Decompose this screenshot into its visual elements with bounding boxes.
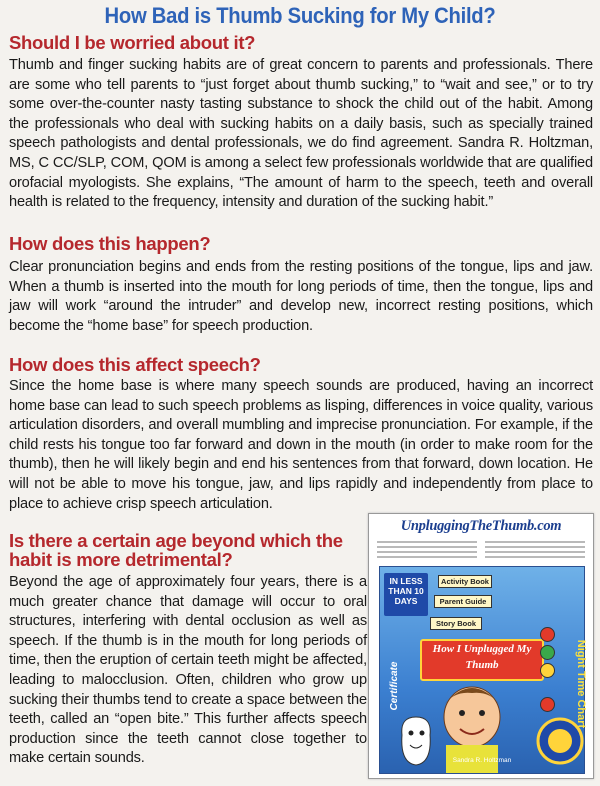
paragraph-affect-speech: Since the home base is where many speech sounds are produced, having an incorrect home base can lead to such speech problems as lisping, differences in voice quality, various articulation disorders, and overall mumbling and imprecise pronunciation. For example, if the child rests his tongue too far forward and down in the mouth (in order to make room for the thumb), then he will likely begin and end his sentences from that forward, down location. He will not be able to move his tongue, jaw, and lips rapidly and independently from place to place to achieve crisp speech articulation.	[9, 378, 593, 512]
heading-worried: Should I be worried about it?	[9, 32, 256, 53]
seal-stamp-icon	[536, 717, 584, 765]
tag-story-book: Story Book	[430, 617, 482, 630]
product-artwork	[379, 566, 585, 774]
paragraph-how-happen: Clear pronunciation begins and ends from the resting positions of the tongue, lips and jaw. When a thumb is inserted into the mouth for long periods of time, then the tongue, lips and jaw will work “around the intruder” and develop new, incorrect resting positions, which become the “home base” for speech production.	[9, 259, 593, 334]
page-title: How Bad is Thumb Sucking for My Child?	[104, 3, 496, 28]
heading-certain-age: Is there a certain age beyond which the habit is more detrimental?	[9, 530, 343, 570]
product-badge: IN LESS THAN 10 DAYS	[384, 573, 428, 616]
chart-sticker-icon	[540, 627, 555, 642]
product-box-image	[368, 513, 594, 779]
tag-activity-book: Activity Book	[438, 575, 492, 588]
certificate-label: Certificate	[389, 661, 400, 711]
night-time-chart-label: Night Time Chart	[575, 639, 587, 729]
paragraph-worried: Thumb and finger sucking habits are of great concern to parents and professionals. There are some who tell parents to “just forget about thumb sucking,” to “wait and see,” or to try some over-the-counter nasty tasting substance to shock the child out of the habit. Among the professionals who deal with sucking habits on a daily basis, such as specially trained speech pathologists and dental professionals, we do find agreement. Sandra R. Holtzman, MS, C CC/SLP, COM, QOM is among a select few professionals worldwide that are qualified orofacial myologists. She explains, “The amount of harm to the speech, teeth and overall health is related to the frequency, intensity and duration of the sucking habit.”	[9, 57, 593, 211]
product-blurb-es	[485, 538, 585, 564]
heading-affect-speech: How does this affect speech?	[9, 354, 261, 375]
paragraph-certain-age: Beyond the age of approximately four years, there is a much greater chance that damage will occur to oral structures, interfering with dental occlusion as well as speech. If the thumb is in the mouth for long periods of time, then the eruption of certain teeth might be affected, leading to malocclusion. Often, children who grow up sucking their thumbs tend to create a space between the teeth, called an “open bite.” This further affects speech production since the teeth cannot close together to make certain sounds.	[9, 574, 367, 767]
product-author: Sandra R. Holtzman	[452, 757, 512, 764]
product-blurb-en	[377, 538, 477, 564]
chart-sticker-icon	[540, 697, 555, 712]
heading-how-happen: How does this happen?	[9, 233, 211, 254]
product-url: UnpluggingTheThumb.com	[400, 518, 562, 534]
tag-parent-guide: Parent Guide	[434, 595, 492, 608]
chart-sticker-icon	[540, 645, 555, 660]
book-title: How I Unplugged My Thumb	[420, 639, 544, 681]
chart-sticker-icon	[540, 663, 555, 678]
